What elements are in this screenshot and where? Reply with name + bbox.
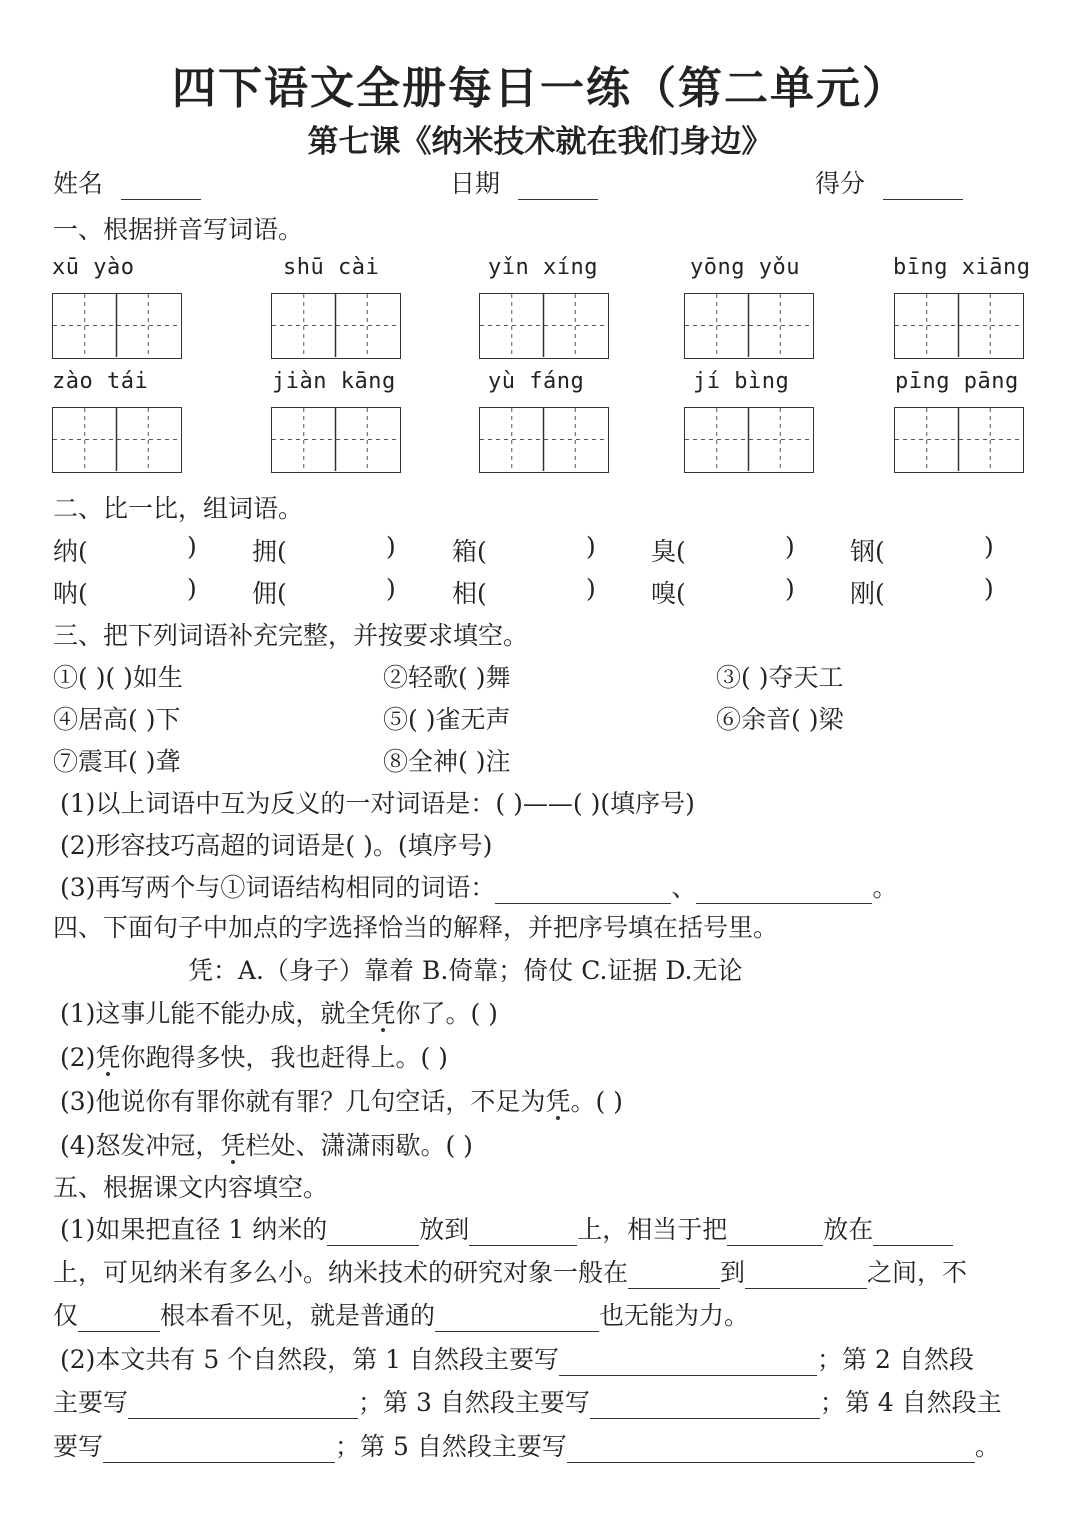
paragraph-text: ；第 5 自然段主要写: [335, 1432, 567, 1461]
paragraph-text: ；第 2 自然段: [817, 1345, 974, 1374]
fill-line: [60, 1340, 974, 1376]
answer-blank[interactable]: [435, 1307, 599, 1332]
compare-char-item: 纳(: [53, 537, 88, 566]
paragraph-text: 仅: [53, 1301, 79, 1330]
answer-blank[interactable]: [567, 1438, 975, 1463]
fill-line: [53, 1427, 1000, 1463]
idiom-item: ④居高( )下: [53, 705, 181, 734]
fill-line: [60, 1210, 953, 1246]
answer-blank[interactable]: [128, 1394, 358, 1419]
date-blank[interactable]: [518, 175, 598, 200]
close-paren: ): [984, 574, 994, 603]
fill-line: [53, 1383, 1002, 1419]
question-line: (1)以上词语中互为反义的一对词语是：( )——( )(填序号): [60, 789, 695, 818]
paragraph-text: 。: [974, 1432, 1000, 1461]
close-paren: ): [785, 574, 795, 603]
answer-blank[interactable]: [559, 1351, 817, 1376]
compare-char-item: 臭(: [651, 537, 686, 566]
question-line: [60, 868, 897, 904]
score-label: 得分: [815, 169, 866, 198]
paragraph-text: (1)如果把直径 1 纳米的: [60, 1215, 328, 1244]
writing-grid[interactable]: [52, 407, 182, 473]
pinyin-label: xū yào: [52, 255, 135, 280]
paragraph-text: 放到: [419, 1215, 470, 1244]
compare-char-item: 相(: [452, 579, 487, 608]
separator: 、: [671, 873, 697, 902]
paragraph-text: (2)本文共有 5 个自然段，第 1 自然段主要写: [60, 1345, 560, 1374]
question-line: (2)形容技巧高超的词语是( )。(填序号): [60, 831, 493, 860]
close-paren: ): [187, 532, 197, 561]
idiom-item: ⑦震耳( )聋: [53, 747, 181, 776]
paragraph-text: ；第 4 自然段主: [819, 1388, 1002, 1417]
idiom-item: ⑧全神( )注: [383, 747, 511, 776]
sentence-text: 你跑得多快，我也赶得上。( ): [120, 1043, 448, 1072]
section-1-heading: 一、根据拼音写词语。: [53, 215, 304, 244]
close-paren: ): [386, 532, 396, 561]
answer-blank[interactable]: [745, 1264, 867, 1289]
compare-char-item: 箱(: [452, 537, 487, 566]
compare-char-item: 嗅(: [651, 579, 686, 608]
date-label: 日期: [450, 169, 501, 198]
answer-blank[interactable]: [590, 1394, 820, 1419]
sentence-text: (4)怒发冲冠，: [60, 1131, 221, 1160]
pinyin-label: jiàn kāng: [272, 369, 396, 394]
answer-blank[interactable]: [495, 879, 671, 904]
dotted-char: 凭: [545, 1087, 571, 1116]
question-text: (3)再写两个与①词语结构相同的词语：: [60, 873, 496, 902]
writing-grid[interactable]: [684, 293, 814, 359]
pinyin-label: yǐn xíng: [488, 255, 598, 280]
fill-line: [53, 1253, 967, 1289]
paragraph-text: 主要写: [53, 1388, 129, 1417]
writing-grid[interactable]: [271, 293, 401, 359]
answer-blank[interactable]: [727, 1221, 823, 1246]
close-paren: ): [785, 532, 795, 561]
question-line: [60, 1126, 473, 1162]
paragraph-text: 也无能为力。: [599, 1301, 750, 1330]
paragraph-text: 根本看不见，就是普通的: [160, 1301, 436, 1330]
pinyin-label: yōng yǒu: [690, 255, 800, 280]
paragraph-text: 要写: [53, 1432, 104, 1461]
pinyin-label: yù fáng: [488, 369, 585, 394]
definition-options: 凭：A.（身子）靠着 B.倚靠；倚仗 C.证据 D.无论: [188, 956, 743, 985]
paragraph-text: 上，相当于把: [577, 1215, 728, 1244]
paragraph-text: ；第 3 自然段主要写: [358, 1388, 590, 1417]
answer-blank[interactable]: [103, 1438, 335, 1463]
name-field: [53, 164, 201, 200]
close-paren: ): [586, 574, 596, 603]
paragraph-text: 之间，不: [867, 1258, 968, 1287]
sentence-text: (2): [60, 1043, 96, 1072]
compare-char-item: 刚(: [850, 579, 885, 608]
writing-grid[interactable]: [52, 293, 182, 359]
close-paren: ): [586, 532, 596, 561]
writing-grid[interactable]: [479, 293, 609, 359]
sentence-text: (1)这事儿能不能办成，就全: [60, 999, 371, 1028]
compare-char-item: 拥(: [252, 537, 287, 566]
answer-blank[interactable]: [469, 1221, 577, 1246]
sentence-text: 。( ): [570, 1087, 623, 1116]
answer-blank[interactable]: [873, 1221, 953, 1246]
paragraph-text: 上，可见纳米有多么小。纳米技术的研究对象一般在: [53, 1258, 629, 1287]
name-label: 姓名: [53, 169, 104, 198]
question-line: [60, 1038, 448, 1074]
score-blank[interactable]: [883, 175, 963, 200]
compare-char-item: 佣(: [252, 579, 287, 608]
idiom-item: ⑥余音( )梁: [716, 705, 844, 734]
idiom-item: ①( )( )如生: [53, 663, 183, 692]
section-5-heading: 五、根据课文内容填空。: [53, 1173, 329, 1202]
idiom-item: ⑤( )雀无声: [383, 705, 511, 734]
score-field: [815, 164, 963, 200]
period: 。: [872, 873, 898, 902]
date-field: [450, 164, 598, 200]
dotted-char: 凭: [95, 1043, 121, 1072]
section-2-heading: 二、比一比，组词语。: [53, 494, 304, 523]
dotted-char: 凭: [370, 999, 396, 1028]
writing-grid[interactable]: [894, 293, 1024, 359]
section-3-heading: 三、把下列词语补充完整，并按要求填空。: [53, 621, 529, 650]
name-blank[interactable]: [121, 175, 201, 200]
idiom-item: ③( )夺天工: [716, 663, 844, 692]
writing-grid[interactable]: [684, 407, 814, 473]
close-paren: ): [386, 574, 396, 603]
sentence-text: (3)他说你有罪你就有罪？几句空话，不足为: [60, 1087, 546, 1116]
paragraph-text: 放在: [823, 1215, 874, 1244]
dotted-char: 凭: [220, 1131, 246, 1160]
question-line: [60, 1082, 623, 1118]
pinyin-label: pīng pāng: [895, 369, 1019, 394]
writing-grid[interactable]: [894, 407, 1024, 473]
pinyin-label: jí bìng: [693, 369, 790, 394]
question-line: [60, 994, 498, 1030]
lesson-subtitle: 第七课《纳米技术就在我们身边》: [307, 124, 773, 160]
close-paren: ): [187, 574, 197, 603]
sentence-text: 栏处、潇潇雨歇。( ): [245, 1131, 473, 1160]
worksheet-title: 四下语文全册每日一练（第二单元）: [172, 63, 908, 114]
pinyin-label: bīng xiāng: [893, 255, 1031, 280]
section-4-heading: 四、下面句子中加点的字选择恰当的解释，并把序号填在括号里。: [53, 913, 779, 942]
pinyin-label: zào tái: [52, 369, 149, 394]
idiom-item: ②轻歌( )舞: [383, 663, 511, 692]
writing-grid[interactable]: [479, 407, 609, 473]
pinyin-label: shū cài: [283, 255, 380, 280]
answer-blank[interactable]: [696, 879, 872, 904]
writing-grid[interactable]: [271, 407, 401, 473]
sentence-text: 你了。( ): [395, 999, 498, 1028]
close-paren: ): [984, 532, 994, 561]
paragraph-text: 到: [720, 1258, 746, 1287]
fill-line: [53, 1296, 749, 1332]
answer-blank[interactable]: [78, 1307, 160, 1332]
answer-blank[interactable]: [327, 1221, 419, 1246]
compare-char-item: 钢(: [850, 537, 885, 566]
answer-blank[interactable]: [628, 1264, 720, 1289]
compare-char-item: 呐(: [53, 579, 88, 608]
